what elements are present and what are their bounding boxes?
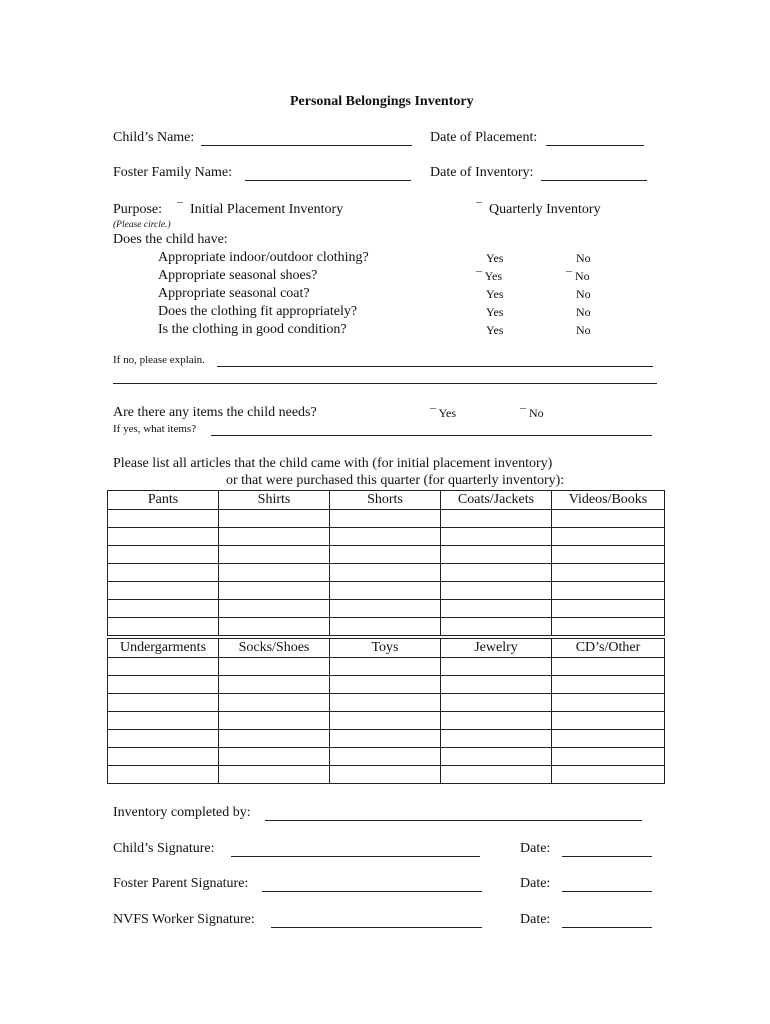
table-cell[interactable]: [108, 564, 219, 582]
table-cell[interactable]: [219, 510, 330, 528]
table-row: [108, 676, 665, 694]
column-header: Coats/Jackets: [441, 491, 552, 510]
foster-parent-date-label: Date:: [520, 876, 551, 891]
table-cell[interactable]: [330, 564, 441, 582]
table-cell[interactable]: [219, 712, 330, 730]
table-cell[interactable]: [330, 528, 441, 546]
date-placement-label: Date of Placement:: [430, 130, 538, 145]
no-label: No: [576, 251, 591, 265]
table-cell[interactable]: [441, 618, 552, 636]
table-cell[interactable]: [219, 694, 330, 712]
table-cell[interactable]: [330, 618, 441, 636]
question-text: Appropriate seasonal coat?: [158, 286, 310, 301]
circle-hint: (Please circle.): [113, 220, 171, 230]
table-cell[interactable]: [108, 730, 219, 748]
table-cell[interactable]: [108, 676, 219, 694]
explain-label: If no, please explain.: [113, 354, 205, 366]
needs-no-checkbox[interactable]: ¯: [520, 406, 526, 420]
table-cell[interactable]: [552, 658, 665, 676]
table-row: [108, 712, 665, 730]
no-option[interactable]: [576, 287, 591, 302]
table-cell[interactable]: [552, 712, 665, 730]
table-cell[interactable]: [330, 510, 441, 528]
table-row: [108, 582, 665, 600]
child-name-field[interactable]: [201, 145, 412, 146]
table-row: [108, 600, 665, 618]
question-text: Does the clothing fit appropriately?: [158, 304, 358, 319]
table-cell[interactable]: [330, 546, 441, 564]
foster-parent-date-field[interactable]: [562, 891, 652, 892]
table-cell[interactable]: [441, 528, 552, 546]
quarterly-option: Quarterly Inventory: [489, 202, 601, 217]
column-header: Jewelry: [441, 639, 552, 658]
table-cell[interactable]: [552, 510, 665, 528]
purpose-label: Purpose:: [113, 202, 162, 217]
column-header: CD’s/Other: [552, 639, 665, 658]
table-cell[interactable]: [330, 712, 441, 730]
needs-yes-label: Yes: [438, 406, 457, 420]
table-cell[interactable]: [219, 748, 330, 766]
table-cell[interactable]: [219, 658, 330, 676]
table-cell[interactable]: [552, 618, 665, 636]
table-cell[interactable]: [441, 676, 552, 694]
table-cell[interactable]: [552, 748, 665, 766]
question-text: Is the clothing in good condition?: [158, 322, 347, 337]
table-cell[interactable]: [219, 564, 330, 582]
child-signature-date-label: Date:: [520, 841, 551, 856]
column-header: Toys: [330, 639, 441, 658]
table-cell[interactable]: [330, 676, 441, 694]
foster-family-field[interactable]: [245, 180, 411, 181]
needs-followup-label: If yes, what items?: [113, 423, 197, 435]
needs-question: Are there any items the child needs?: [113, 405, 317, 420]
table-row: [108, 564, 665, 582]
table-row: [108, 694, 665, 712]
inventory-table-clothing: [107, 490, 665, 636]
table-cell[interactable]: [108, 658, 219, 676]
table-cell[interactable]: [330, 694, 441, 712]
table-cell[interactable]: [330, 582, 441, 600]
table-cell[interactable]: [330, 730, 441, 748]
table-cell[interactable]: [552, 564, 665, 582]
table-cell[interactable]: [552, 766, 665, 784]
question-text: Appropriate indoor/outdoor clothing?: [158, 250, 369, 265]
child-signature-field[interactable]: [231, 856, 480, 857]
column-header: Shirts: [219, 491, 330, 510]
table-cell[interactable]: [108, 618, 219, 636]
table-row: [108, 658, 665, 676]
column-header: Videos/Books: [552, 491, 665, 510]
no-checkbox[interactable]: ¯: [566, 269, 572, 283]
yes-checkbox[interactable]: ¯: [476, 269, 482, 283]
table-cell[interactable]: [552, 730, 665, 748]
table-cell[interactable]: [219, 546, 330, 564]
table-header-row: [108, 491, 665, 510]
table-cell[interactable]: [552, 694, 665, 712]
yes-option[interactable]: [486, 305, 503, 320]
inventory-table-accessories: [107, 638, 665, 784]
table-row: [108, 528, 665, 546]
no-label: No: [575, 269, 590, 283]
explain-field-line-1[interactable]: [217, 366, 653, 367]
table-cell[interactable]: [552, 676, 665, 694]
table-cell[interactable]: [330, 600, 441, 618]
worker-date-field[interactable]: [562, 927, 652, 928]
table-cell[interactable]: [219, 582, 330, 600]
table-cell[interactable]: [441, 658, 552, 676]
needs-yes-checkbox[interactable]: ¯: [430, 406, 436, 420]
table-cell[interactable]: [552, 600, 665, 618]
yes-label: Yes: [486, 323, 504, 337]
table-cell[interactable]: [441, 694, 552, 712]
column-header: Pants: [108, 491, 219, 510]
table-row: [108, 510, 665, 528]
yes-label: Yes: [486, 251, 504, 265]
table-cell[interactable]: [108, 510, 219, 528]
child-name-label: Child’s Name:: [113, 130, 195, 145]
list-instructions-line-1: Please list all articles that the child came with (for initial placement inventory): [113, 456, 553, 471]
table-cell[interactable]: [441, 600, 552, 618]
no-label: No: [576, 305, 591, 319]
yes-label: Yes: [484, 269, 503, 283]
table-row: [108, 546, 665, 564]
table-cell[interactable]: [219, 730, 330, 748]
table-row: [108, 748, 665, 766]
table-cell[interactable]: [441, 748, 552, 766]
table-cell[interactable]: [219, 766, 330, 784]
table-cell[interactable]: [441, 546, 552, 564]
table-cell[interactable]: [219, 528, 330, 546]
table-header-row: [108, 639, 665, 658]
initial-placement-option: Initial Placement Inventory: [190, 202, 344, 217]
table-cell[interactable]: [108, 766, 219, 784]
table-cell[interactable]: [108, 712, 219, 730]
table-cell[interactable]: [219, 618, 330, 636]
no-label: No: [576, 323, 591, 337]
foster-parent-signature-label: Foster Parent Signature:: [113, 876, 249, 891]
completed-by-field[interactable]: [265, 820, 642, 821]
table-cell[interactable]: [108, 528, 219, 546]
quarterly-checkbox[interactable]: ¯: [476, 200, 482, 214]
child-signature-label: Child’s Signature:: [113, 841, 215, 856]
table-row: [108, 618, 665, 636]
no-option[interactable]: [566, 269, 590, 284]
table-cell[interactable]: [108, 582, 219, 600]
table-cell[interactable]: [108, 600, 219, 618]
no-option[interactable]: [576, 251, 591, 266]
yes-option[interactable]: [476, 269, 502, 284]
explain-field-line-2[interactable]: [113, 383, 657, 384]
table-cell[interactable]: [441, 730, 552, 748]
questions-heading: Does the child have:: [113, 232, 228, 247]
needs-items-field[interactable]: [211, 435, 652, 436]
initial-placement-checkbox[interactable]: ¯: [177, 200, 183, 214]
table-cell[interactable]: [219, 676, 330, 694]
table-cell[interactable]: [441, 712, 552, 730]
foster-parent-signature-field[interactable]: [262, 891, 482, 892]
column-header: Undergarments: [108, 639, 219, 658]
column-header: Shorts: [330, 491, 441, 510]
date-inventory-label: Date of Inventory:: [430, 165, 534, 180]
table-cell[interactable]: [330, 748, 441, 766]
child-signature-date-field[interactable]: [562, 856, 652, 857]
table-cell[interactable]: [108, 546, 219, 564]
yes-option[interactable]: [486, 287, 503, 302]
yes-label: Yes: [486, 287, 504, 301]
table-cell[interactable]: [441, 564, 552, 582]
completed-by-label: Inventory completed by:: [113, 805, 251, 820]
yes-label: Yes: [486, 305, 504, 319]
no-option[interactable]: [576, 323, 591, 338]
table-cell[interactable]: [108, 748, 219, 766]
table-cell[interactable]: [330, 658, 441, 676]
table-row: [108, 730, 665, 748]
column-header: Socks/Shoes: [219, 639, 330, 658]
table-cell[interactable]: [330, 766, 441, 784]
yes-option[interactable]: [486, 323, 503, 338]
table-cell[interactable]: [552, 528, 665, 546]
table-cell[interactable]: [441, 766, 552, 784]
form-title: Personal Belongings Inventory: [290, 94, 474, 109]
question-text: Appropriate seasonal shoes?: [158, 268, 318, 283]
table-cell[interactable]: [552, 582, 665, 600]
table-cell[interactable]: [441, 510, 552, 528]
table-cell[interactable]: [552, 546, 665, 564]
worker-signature-field[interactable]: [271, 927, 482, 928]
needs-no-label: No: [529, 406, 544, 420]
table-cell[interactable]: [441, 582, 552, 600]
table-cell[interactable]: [219, 600, 330, 618]
needs-yes-option[interactable]: [430, 406, 456, 421]
no-option[interactable]: [576, 305, 591, 320]
worker-signature-label: NVFS Worker Signature:: [113, 912, 255, 927]
table-cell[interactable]: [108, 694, 219, 712]
needs-no-option[interactable]: [520, 406, 544, 421]
yes-option[interactable]: [486, 251, 503, 266]
table-row: [108, 766, 665, 784]
foster-family-label: Foster Family Name:: [113, 165, 232, 180]
no-label: No: [576, 287, 591, 301]
date-inventory-field[interactable]: [541, 180, 647, 181]
worker-date-label: Date:: [520, 912, 551, 927]
list-instructions-line-2: or that were purchased this quarter (for quarterly inventory):: [226, 473, 565, 488]
date-placement-field[interactable]: [546, 145, 644, 146]
